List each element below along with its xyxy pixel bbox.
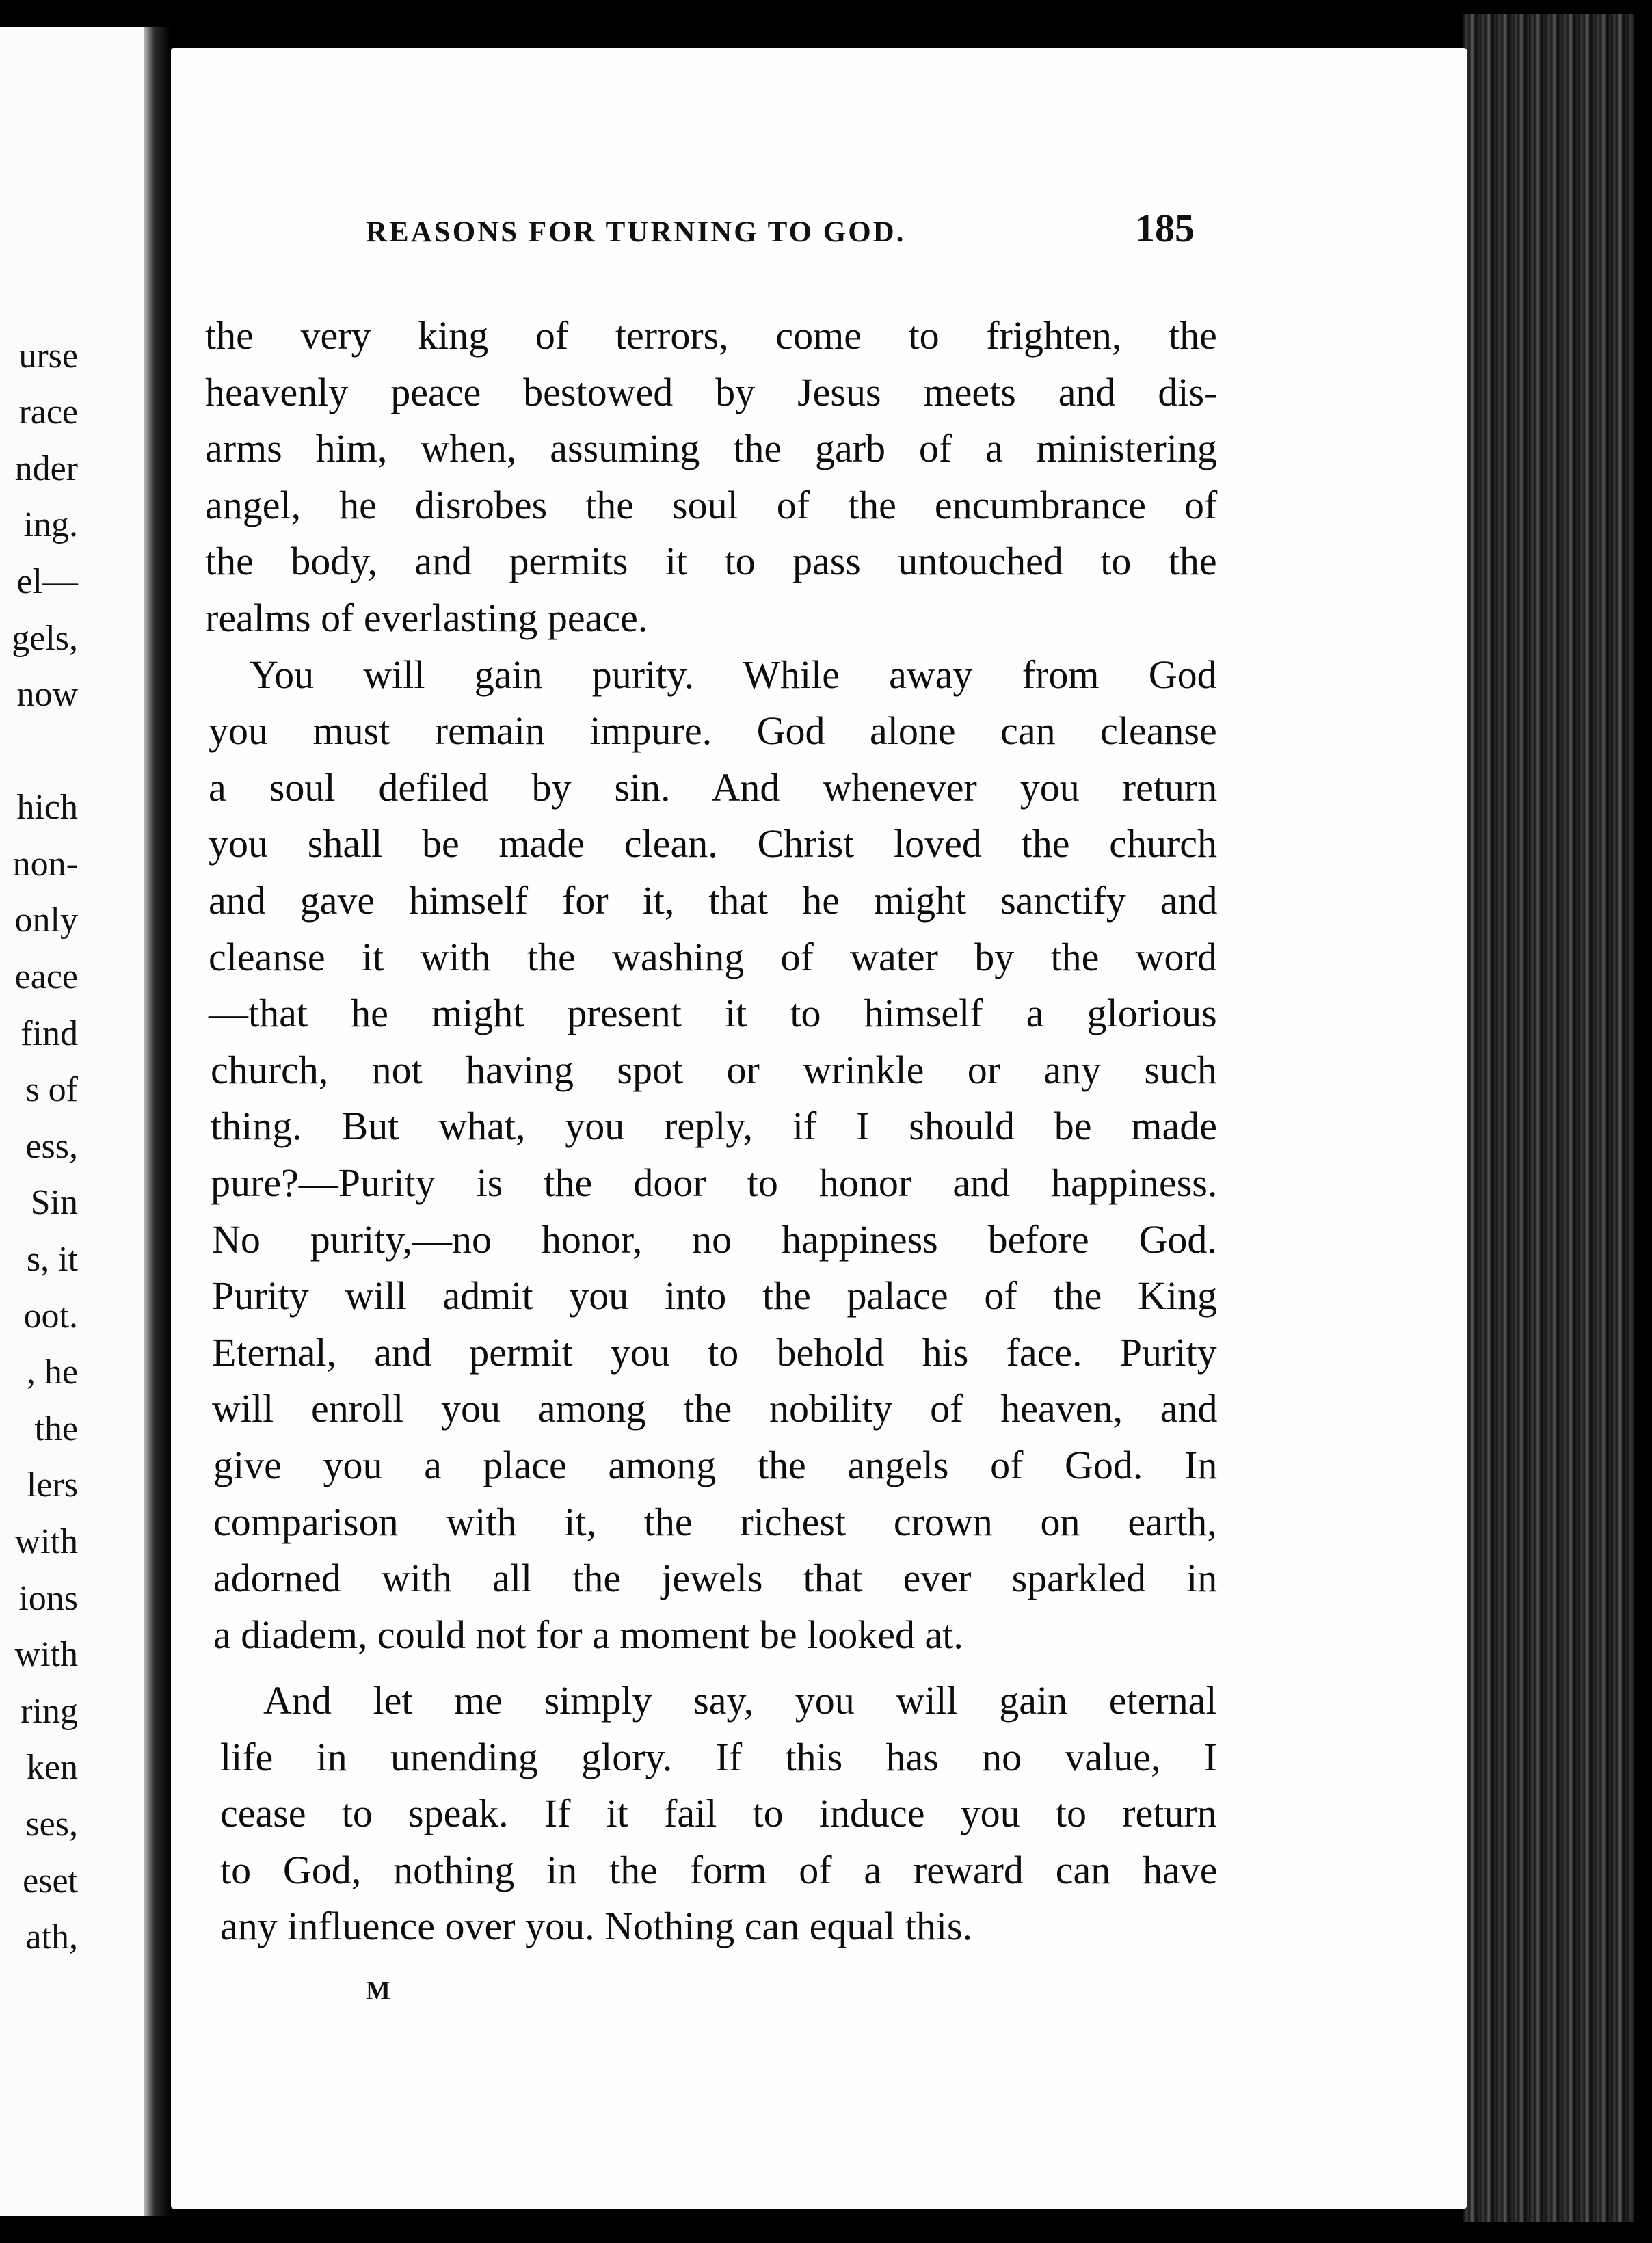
left-page-fragment: with [14, 1635, 78, 1674]
book-fore-edge [1463, 14, 1634, 2222]
body-line: angel, he disrobes the soul of the encumbrance of [205, 483, 1218, 527]
body-line: No purity,—no honor, no happiness before God. [212, 1217, 1217, 1262]
left-page-fragment: ions [18, 1579, 78, 1618]
left-page-fragment: ken [26, 1748, 78, 1787]
body-line: the body, and permits it to pass untouched to the [205, 539, 1217, 583]
left-page-fragment: eace [14, 957, 78, 996]
book-gutter [144, 27, 171, 2216]
body-line: realms of everlasting peace. [205, 596, 648, 640]
left-page [0, 27, 144, 2216]
body-line: You will gain purity. While away from God [250, 652, 1217, 697]
body-line: will enroll you among the nobility of heaven, and [212, 1386, 1218, 1431]
left-page-fragment: el— [16, 562, 78, 601]
body-line: and gave himself for it, that he might sanctify and [209, 878, 1218, 923]
left-page-fragment: ing. [23, 505, 78, 544]
left-page-fragment: s of [25, 1070, 78, 1109]
body-line: heavenly peace bestowed by Jesus meets and dis- [205, 370, 1218, 414]
body-line: And let me simply say, you will gain eternal [263, 1678, 1217, 1723]
left-page-fragment: urse [18, 336, 78, 375]
body-line: the very king of terrors, come to frighten, the [205, 313, 1217, 358]
body-line: any influence over you. Nothing can equal this. [220, 1904, 973, 1948]
body-line: give you a place among the angels of God. In [213, 1443, 1218, 1487]
body-line: Eternal, and permit you to behold his face. Purity [212, 1330, 1217, 1375]
body-line: cleanse it with the washing of water by the word [209, 935, 1217, 979]
left-page-fragment: only [14, 901, 78, 940]
left-page-fragment: ess, [25, 1127, 78, 1166]
body-line: a soul defiled by sin. And whenever you return [209, 765, 1218, 810]
left-page-fragment: non- [12, 845, 78, 884]
body-line: Purity will admit you into the palace of the King [212, 1273, 1217, 1318]
body-line: pure?—Purity is the door to honor and happiness. [211, 1160, 1218, 1205]
body-line: —that he might present it to himself a glorious [209, 991, 1217, 1035]
body-line: adorned with all the jewels that ever sparkled in [213, 1556, 1218, 1600]
left-page-fragment: oot. [23, 1297, 78, 1336]
body-line: to God, nothing in the form of a reward can have [220, 1848, 1218, 1892]
body-line: cease to speak. If it fail to induce you to return [220, 1791, 1217, 1835]
left-page-fragment: race [18, 393, 78, 432]
body-line: thing. But what, you reply, if I should be made [211, 1104, 1217, 1148]
left-page-fragment: with [14, 1522, 78, 1561]
body-line: arms him, when, assuming the garb of a ministering [205, 426, 1217, 470]
body-line: church, not having spot or wrinkle or any such [211, 1048, 1217, 1092]
left-page-fragment: now [16, 675, 78, 714]
body-line: you must remain impure. God alone can cleanse [209, 708, 1217, 753]
left-page-fragment: s, it [26, 1240, 78, 1279]
left-page-fragment: ses, [25, 1805, 78, 1844]
body-line: a diadem, could not for a moment be looked at. [213, 1612, 963, 1657]
left-page-fragment: lers [26, 1465, 78, 1504]
left-page-fragment: nder [14, 449, 78, 488]
body-line: life in unending glory. If this has no value, I [220, 1735, 1218, 1779]
left-page-fragment: the [34, 1409, 78, 1448]
left-page-fragment: hich [16, 788, 78, 827]
running-header-title: REASONS FOR TURNING TO GOD. [366, 216, 906, 248]
page-number: 185 [1135, 206, 1195, 250]
signature-mark: M [366, 1976, 390, 2005]
body-line: comparison with it, the richest crown on earth, [213, 1500, 1217, 1544]
left-page-fragment: eset [23, 1861, 78, 1900]
body-line: you shall be made clean. Christ loved the church [209, 821, 1218, 866]
left-page-fragment: ath, [25, 1917, 78, 1956]
left-page-fragment: find [21, 1014, 78, 1053]
left-page-fragment: , he [26, 1353, 78, 1392]
left-page-fragment: Sin [30, 1183, 78, 1222]
left-page-fragment: ring [21, 1692, 78, 1731]
left-page-fragment: gels, [12, 619, 78, 658]
